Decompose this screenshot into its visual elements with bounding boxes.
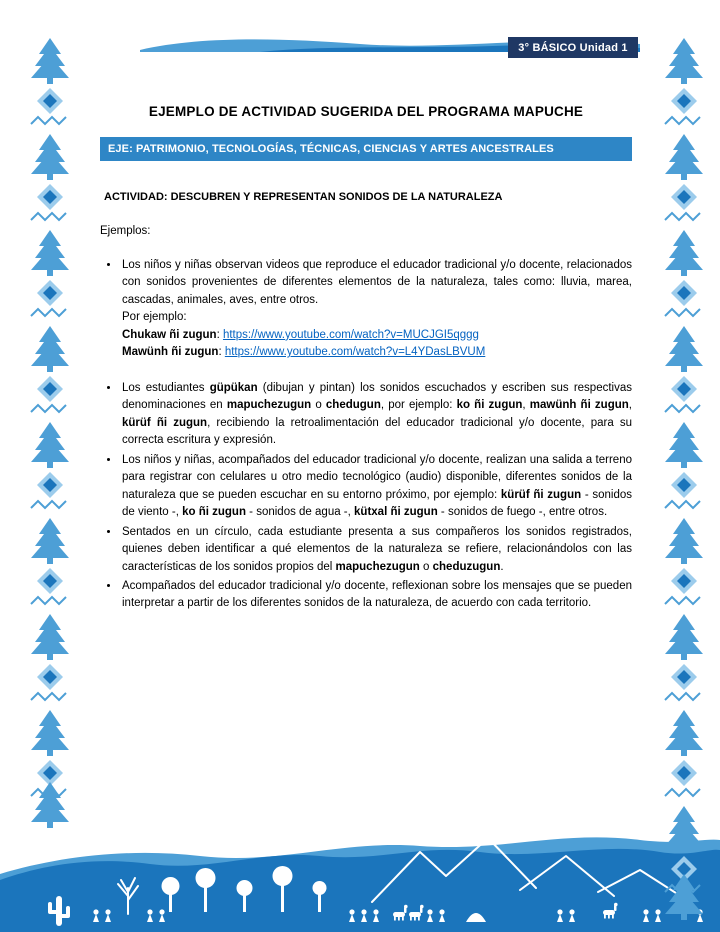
text-segment: Los niños y niñas, acompañados del educador tradicional y/o docente, realizan una salida a terreno para registrar con celulares u otro medio tecnológico (audio) disponible, diferentes sonidos de la naturaleza que se pueden escuchar en su entorno próximo, por ejemplo:: [122, 453, 632, 501]
text-segment: Sentados en un círculo, cada estudiante presenta a sus compañeros los sonidos registrados, quienes deben identificar a qué elementos de la naturaleza se refiere, relacionándolos con las características de los sonidos propios del: [122, 525, 632, 573]
text-segment: Los niños y niñas observan videos que reproduce el educador tradicional y/o docente, relacionados con sonidos provenientes de diferentes elementos de la naturaleza, tales como: lluvia, marea, cascadas, animales, aves, entre otros.: [122, 259, 632, 306]
bullet-item: [120, 380, 632, 450]
text-segment: mapuchezugun: [335, 560, 420, 573]
text-segment: .: [500, 560, 504, 573]
content-area: [100, 104, 632, 615]
text-segment: mapuchezugun: [226, 399, 312, 412]
youtube-link[interactable]: https://www.youtube.com/watch?v=MUCJGI5qggg: [222, 328, 479, 341]
text-segment: Por ejemplo:: [122, 311, 187, 324]
bullet-item: [120, 524, 632, 576]
decorative-border-left: [26, 36, 74, 828]
text-segment: Los estudiantes: [122, 381, 210, 394]
text-segment: - sonidos de viento -,: [122, 488, 632, 519]
eje-banner: EJE: PATRIMONIO, TECNOLOGÍAS, TÉCNICAS, CIENCIAS Y ARTES ANCESTRALES: [100, 137, 632, 161]
examples-label: Ejemplos:: [100, 225, 151, 237]
bullet-list: [100, 257, 632, 613]
text-segment: kürüf ñi zugun: [122, 416, 208, 429]
text-segment: - sonidos de agua -,: [245, 506, 355, 519]
bullet-item: [120, 452, 632, 522]
text-segment: Acompañados del educador tradicional y/o docente, reflexionan sobre los mensajes que se pueden interpretar a partir de los diferentes sonidos de la naturaleza, de acuerdo con cada territorio.: [122, 579, 632, 610]
text-segment: kürüf ñi zugun: [500, 488, 582, 501]
text-segment: , por ejemplo:: [380, 399, 457, 412]
text-segment: o: [311, 399, 326, 412]
decorative-border-right: [660, 36, 708, 920]
text-segment: ,: [522, 399, 530, 412]
text-segment: :: [216, 328, 223, 341]
text-segment: :: [218, 346, 225, 359]
youtube-link[interactable]: https://www.youtube.com/watch?v=L4YDasLBVUM: [224, 346, 486, 359]
text-segment: - sonidos de fuego -, entre otros.: [437, 506, 608, 519]
text-segment: (dibujan y pintan) los sonidos escuchados y escriben sus respectivas denominaciones en: [122, 381, 632, 412]
text-segment: , recibiendo la retroalimentación del educador tradicional y/o docente, para su correcta escritura y expresión.: [122, 416, 632, 447]
text-segment: chedugun: [325, 399, 381, 412]
unit-badge: 3° BÁSICO Unidad 1: [508, 37, 638, 58]
text-segment: Chukaw ñi zugun: [122, 328, 217, 341]
text-segment: kütxal ñi zugun: [354, 506, 438, 519]
footer-landscape-illustration: [0, 814, 720, 932]
text-segment: cheduzugun: [432, 560, 501, 573]
text-segment: ko ñi zugun: [182, 506, 246, 519]
text-segment: ko ñi zugun: [456, 399, 523, 412]
bullet-item: [120, 578, 632, 613]
text-segment: mawünh ñi zugun: [529, 399, 629, 412]
page-title: EJEMPLO DE ACTIVIDAD SUGERIDA DEL PROGRAMA MAPUCHE: [148, 104, 584, 119]
text-segment: ,: [628, 399, 632, 412]
bullet-item: [120, 257, 632, 362]
text-segment: Mawünh ñi zugun: [122, 346, 219, 359]
text-segment: güpükan: [209, 381, 258, 394]
activity-heading: ACTIVIDAD: DESCUBREN Y REPRESENTAN SONIDOS DE LA NATURALEZA: [104, 191, 503, 203]
text-segment: o: [419, 560, 433, 573]
